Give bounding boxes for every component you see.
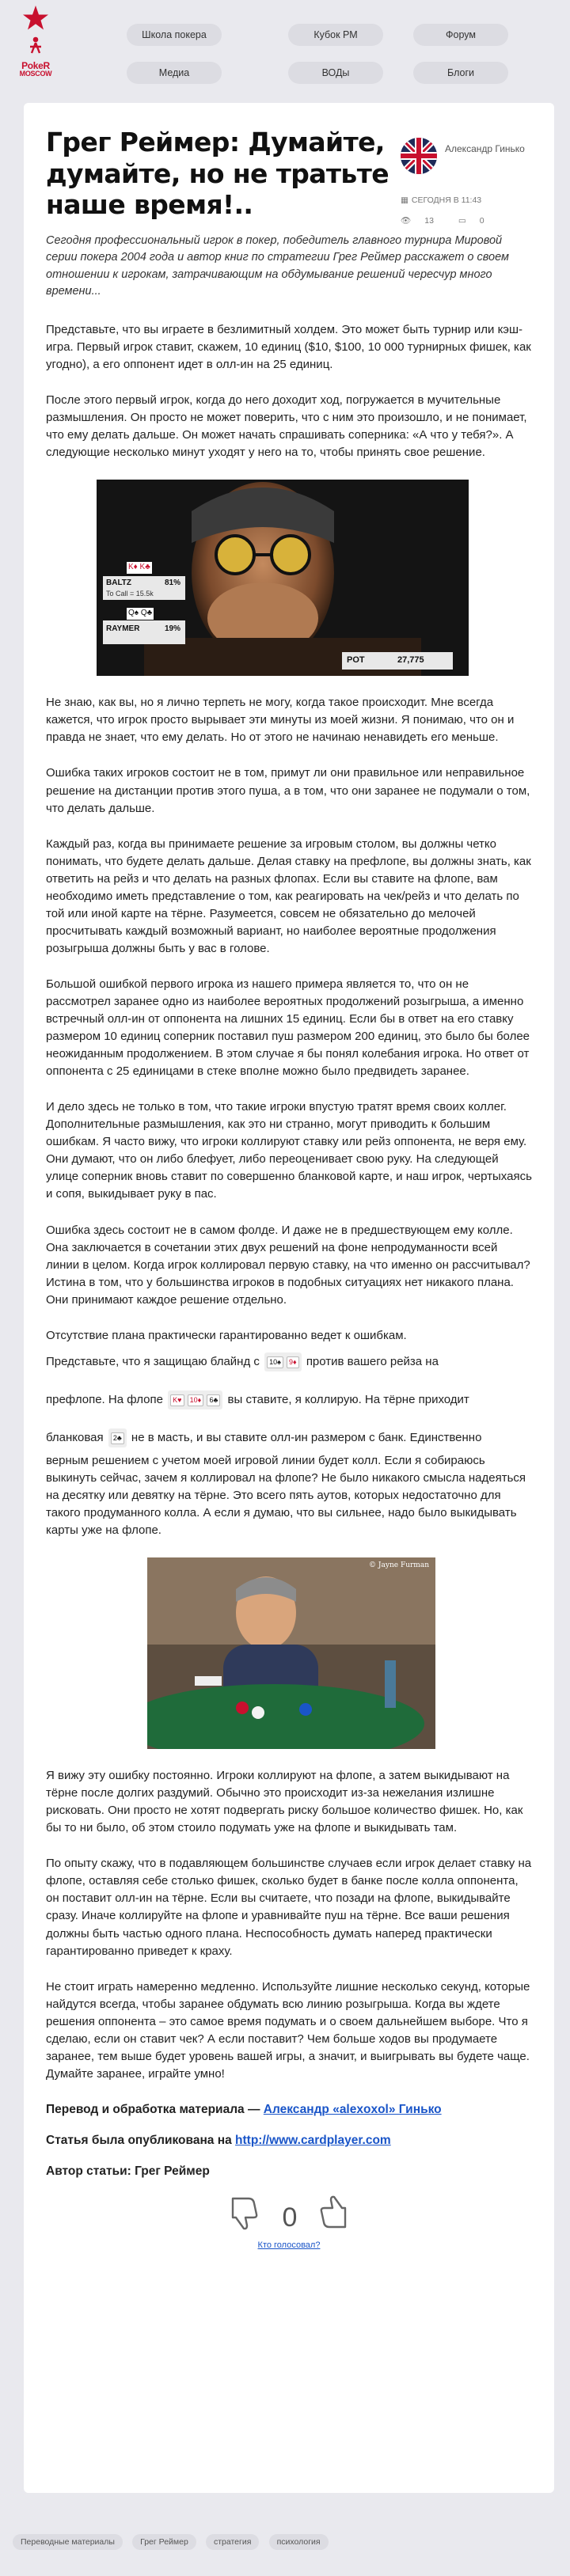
nav-rm-cup[interactable]: Кубок РМ: [288, 24, 383, 46]
paragraph: Представьте, что вы играете в безлимитный холдем. Это может быть турнир или кэш-игра. Первый игрок ставит, скажем, 10 единиц ($10, $100, 10 000 турнирных фишек, как угодно), а его оппонент идет в олл-ин на 25 единиц.: [46, 323, 531, 372]
logo-text: PokeR: [21, 59, 50, 71]
main-nav: [127, 24, 538, 84]
paragraph: И дело здесь не только в том, что такие игроки впустую тратят время своих коллег. Дополнительные размышления, как это ни странно, могут приводить к большим ошибкам. Я часто вижу, что игроки коллируют ставку или рейз оппонента, не веря ему. Они думают, что он либо блефует, либо переоценивает свою руку. На следующей улице соперник вновь ставит по совершенно бланковой карте, и наш игрок, чертыхаясь и сопя, выкидывает руку в пас.: [46, 1100, 532, 1201]
photo-watermark: © Jayne Furman: [369, 1561, 429, 1570]
site-logo[interactable]: [16, 5, 55, 81]
nav-vody[interactable]: ВОДы: [288, 62, 383, 84]
paragraph: Большой ошибкой первого игрока из нашего примера является то, что он не рассмотрел заранее одно из наиболее вероятных продолжений розыгрыша, а именно встречный олл-ин от оппонента на лишних 15 единиц. Если бы в ответ на его ставку размером 10 единиц соперник поставил пуш размером 200 единиц, это было бы более неожиданным продолжением. В этом случае я бы понял колебания игрока. Но ответ от оппонента с 25 единицами в стеке вполне можно было предвидеть заранее.: [46, 977, 530, 1079]
paragraph: Ошибка таких игроков состоит не в том, примут ли они правильное или неправильное решение на дистанции против этого пуша, а в том, что они заранее не подумали о том, что делать дальше.: [46, 766, 530, 815]
eye-icon: 👁: [401, 216, 412, 226]
credit-author: Автор статьи: Грег Реймер: [46, 2164, 210, 2178]
publish-date: ▦ СЕГОДНЯ В 11:43: [401, 195, 482, 205]
nav-poker-school[interactable]: Школа покера: [127, 24, 222, 46]
article-body: [46, 321, 532, 2252]
tag-list: [13, 2532, 335, 2550]
author-name[interactable]: Александр Гинько: [445, 143, 525, 154]
site-header: [0, 0, 570, 93]
photo-raymer-table: [147, 1557, 435, 1749]
paragraph: Отсутствие плана практически гарантированно ведет к ошибкам.: [46, 1328, 407, 1342]
article-lead: Сегодня профессиональный игрок в покер, победитель главного турнира Мировой серии покера 2004 года и автор книг по стратегии Грег Реймер расскажет о своем отношении к игрокам, затрачивающим на обдумывание решений чересчур много времени...: [46, 234, 509, 298]
nav-blogs[interactable]: Блоги: [413, 62, 508, 84]
nav-forum[interactable]: Форум: [413, 24, 508, 46]
comment-icon: ▭: [458, 216, 466, 226]
article-title: Грег Реймер: Думайте, думайте, но не тратьте наше время!..: [46, 127, 390, 221]
flop-cards-icon: K♥ 10♦ 6♣: [168, 1390, 222, 1409]
tv-player1-pct: 81%: [165, 579, 181, 588]
tv-pot-value: 27,775: [397, 655, 424, 666]
comments-count[interactable]: ▭ 0: [458, 216, 484, 226]
credit-source-link[interactable]: http://www.cardplayer.com: [235, 2133, 391, 2147]
tv-pot-label: POT: [347, 655, 365, 666]
hole-cards-icon: K♦ K♣: [127, 562, 152, 573]
logo-subtext: MOSCOW: [19, 70, 52, 78]
paragraph: После этого первый игрок, когда до него доходит ход, погружается в мучительные размышления. Он просто не может поверить, что с ним это произошло, и не понимает, что ему делать дальше. Он может начать спрашивать соперника: «А что у тебя?». А следующие несколько минут уходят у него на то, чтобы принять свое решение.: [46, 393, 527, 460]
nav-media[interactable]: Медиа: [127, 62, 222, 84]
credit-translation: Перевод и обработка материала — Александр «alexoxol» Гинько: [46, 2102, 442, 2116]
paragraph: Не знаю, как вы, но я лично терпеть не могу, когда такое происходит. Мне всегда кажется, что игрок просто вырывает эти минуты из моей жизни. Я понимаю, что он и правда не знает, что ему делать. Но от этого не начинаю ненавидеть его меньше.: [46, 696, 515, 745]
thumbs-up-icon[interactable]: [312, 2194, 350, 2232]
tv-player2-name: RAYMER: [106, 624, 140, 634]
views-count: 👁 13: [401, 216, 434, 226]
article-card: [24, 103, 554, 2493]
flag-avatar-icon: [401, 138, 437, 174]
paragraph: Я вижу эту ошибку постоянно. Игроки коллируют на флопе, а затем выкидывают на тёрне после долгих раздумий. Обычно это происходит из-за нежелания излишне рисковать. Они просто не хотят подвергать риску большое количество фишек. Но, как бы то ни было, об этом стоило подумать уже на флопе и выкидывать там.: [46, 1769, 523, 1835]
paragraph: Каждый раз, когда вы принимаете решение за игровым столом, вы должны четко понимать, что будете делать дальше. Делая ставку на префлопе, вы должны знать, как ответить на рейз и что делать на разных флопах. Если вы ставите на флопе, вам необходимо иметь представление о том, как реагировать на чек/рейз и что делать по той или иной карте на тёрне. Разумеется, совсем не обязательно до мелочей просчитывать каждый возможный вариант, но наиболее вероятные продолжения розыгрыша должны быть у вас в голове.: [46, 837, 531, 955]
paragraph: По опыту скажу, что в подавляющем большинстве случаев если игрок делает ставку на флопе, оставляя себе столько фишек, сколько будет в банке после колла оппонента, он поставит олл-ин на тёрне. Если вы считаете, что позади на флопе, выкидывайте сразу. Иначе коллируйте на флопе и уравнивайте пуш на тёрне. Все ваши решения должны быть частью одного плана. Неспособность думать наперед практически гарантированно приведет к краху.: [46, 1857, 532, 1958]
raymer-photo-image: [97, 480, 469, 676]
tv-player1-name: BALTZ: [106, 579, 132, 588]
raymer-table-image: [147, 1557, 435, 1749]
photo-raymer-tv: [97, 480, 469, 676]
paragraph: Не стоит играть намеренно медленно. Используйте лишние несколько секунд, которые найдутся всегда, чтобы заранее обдумать всю линию розыгрыша. Когда вы ждете решения оппонента – это самое время подумать и о своем дальнейшем выборе. Что я сделаю, если он ставит чек? А если поставит? Чем больше ходов вы продумаете заранее, тем выше будет уровень вашей игры, а значит, и выигрывать вы будете чаще. Думайте заранее, играйте умно!: [46, 1979, 530, 2081]
who-voted-link[interactable]: Кто голосовал?: [257, 2240, 321, 2250]
avatar[interactable]: [401, 138, 437, 174]
paragraph: Ошибка здесь состоит не в самом фолде. И даже не в предшествующем ему колле. Она заключается в сочетании этих двух решений на фоне непродуманности всей линии в целом. Когда игрок коллировал первую ставку, на что именно он рассчитывал? Истина в том, что у большинства игроков в подобных ситуациях нет никакого плана. Они принимают каждое решение отдельно.: [46, 1223, 530, 1307]
hole-cards-icon: 10♠ 9♦: [264, 1352, 302, 1371]
hole-cards-icon: Q♠ Q♣: [127, 608, 154, 619]
tv-player2-pct: 19%: [165, 624, 181, 634]
thumbs-down-icon[interactable]: [228, 2194, 266, 2232]
vote-count: 0: [282, 2202, 298, 2233]
tag-item[interactable]: стратегия: [206, 2534, 259, 2550]
tag-item[interactable]: Грег Реймер: [132, 2534, 196, 2550]
vote-widget: [46, 2194, 532, 2244]
tv-to-call: To Call = 15.5k: [106, 590, 154, 598]
figure-icon: [27, 36, 44, 55]
calendar-icon: ▦: [401, 195, 408, 205]
credit-source: Статья была опубликована на http://www.cardplayer.com: [46, 2133, 391, 2147]
tag-item[interactable]: психология: [269, 2534, 329, 2550]
paragraph: верным решением с учетом моей игровой линии будет колл. Если я собираюсь выкинуть сейчас, зачем я коллировал на флопе? Не было никакого смысла надеяться на десятку или девятку на тёрне. Это всего пять аутов, которых недостаточно для такого продуманного колла. А если я думаю, что вы сильнее, надо было выкидывать карты уже на флопе.: [46, 1453, 526, 1538]
credit-translator-link[interactable]: Александр «alexoxol» Гинько: [263, 2102, 442, 2116]
article-stats: [401, 215, 507, 227]
star-icon: [22, 5, 49, 32]
paragraph-hand-example: Представьте, что я защищаю блайнд с 10♠ 9♦ против вашего рейза на префлопе. На флопе K♥ 10♦ 6♣ вы ставите, я коллирую. На тёрне приходит бланковая 2♣ не в масть, и вы ставите олл-ин размером с банк. Единственно: [46, 1352, 532, 1447]
tag-item[interactable]: Переводные материалы: [13, 2534, 123, 2550]
turn-card-icon: 2♣: [108, 1428, 127, 1447]
